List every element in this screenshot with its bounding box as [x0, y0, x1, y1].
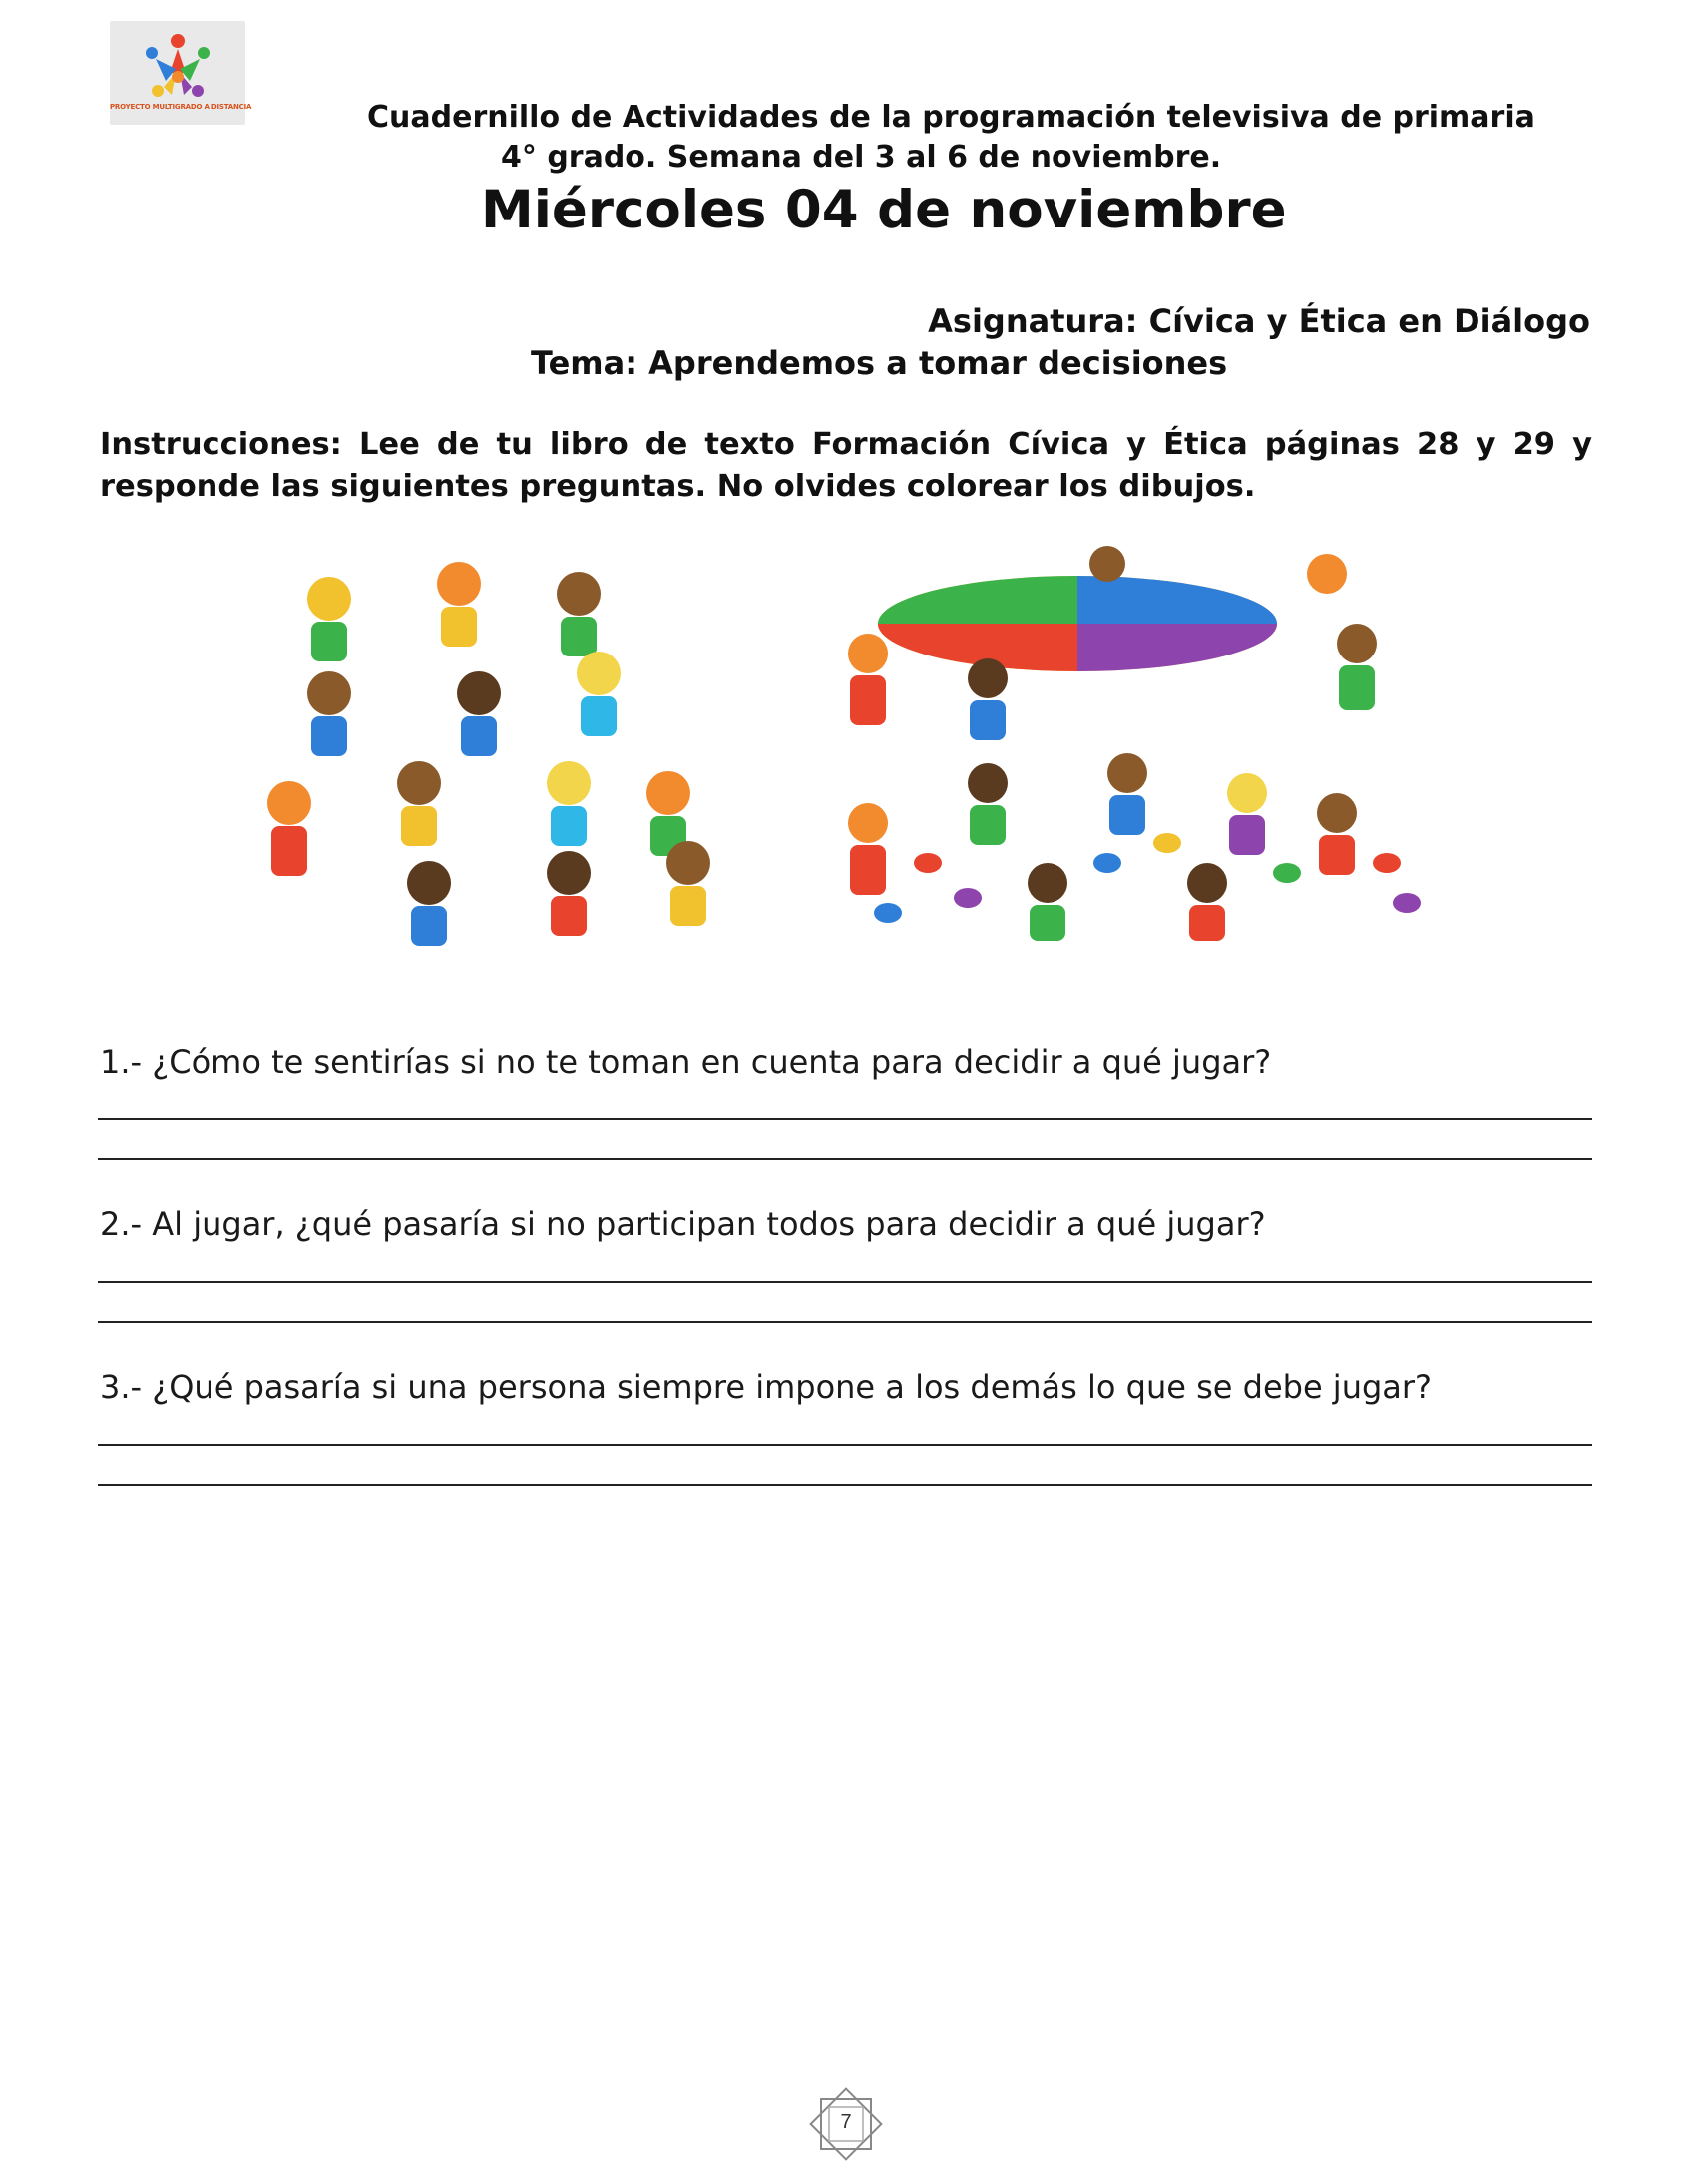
- question-2: 2.- Al jugar, ¿qué pasaría si no participan todos para decidir a qué jugar?: [100, 1205, 1266, 1243]
- page-title: Miércoles 04 de noviembre: [481, 180, 1287, 240]
- people-star-logo-icon: [128, 29, 227, 105]
- grade-week: 4° grado. Semana del 3 al 6 de noviembre.: [501, 140, 1222, 175]
- program-logo: [110, 21, 252, 125]
- page-number: 7: [840, 2111, 852, 2133]
- logo-caption: PROYECTO MULTIGRADO A DISTANCIA: [110, 103, 252, 111]
- children-with-balloons: [848, 753, 1421, 941]
- topic-label: Tema: Aprendemos a tomar decisiones: [531, 344, 1228, 382]
- children-group-bottom-left: [267, 761, 710, 946]
- answer-line[interactable]: [98, 1321, 1592, 1323]
- answer-line[interactable]: [98, 1158, 1592, 1160]
- answer-line[interactable]: [98, 1484, 1592, 1486]
- parachute-game: [848, 546, 1377, 740]
- booklet-title: Cuadernillo de Actividades de la programación televisiva de primaria: [367, 100, 1535, 135]
- question-3: 3.- ¿Qué pasaría si una persona siempre impone a los demás lo que se debe jugar?: [100, 1368, 1433, 1406]
- answer-line[interactable]: [98, 1118, 1592, 1120]
- page-number-badge: [798, 2085, 894, 2163]
- answer-line[interactable]: [98, 1281, 1592, 1283]
- children-playing-illustration: [229, 544, 1472, 953]
- subject-label: Asignatura: Cívica y Ética en Diálogo: [928, 302, 1590, 340]
- instructions-paragraph: Instrucciones: Lee de tu libro de texto Formación Cívica y Ética páginas 28 y 29 y responde las siguientes preguntas. No olvides colorear los dibujos.: [100, 427, 1592, 504]
- question-1: 1.- ¿Cómo te sentirías si no te toman en cuenta para decidir a qué jugar?: [100, 1043, 1272, 1081]
- children-group-top-left: [307, 562, 621, 756]
- answer-line[interactable]: [98, 1444, 1592, 1446]
